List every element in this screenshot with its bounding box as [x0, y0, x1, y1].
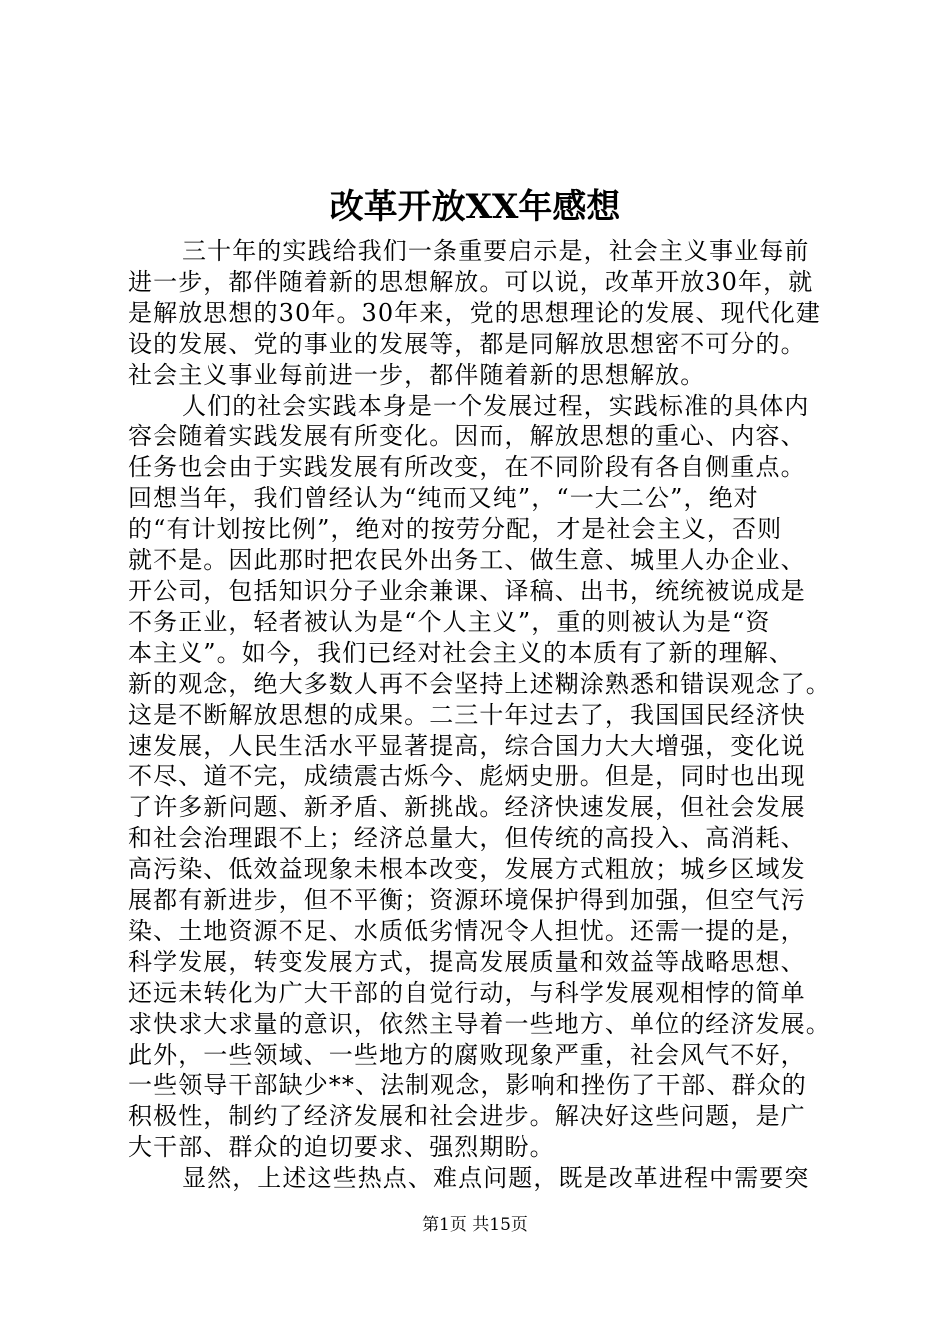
- text-line: 积极性，制约了经济发展和社会进步。解决好这些问题，是广: [128, 1102, 806, 1131]
- text-line: 展都有新进步，但不平衡；资源环境保护得到加强，但空气污: [128, 886, 806, 915]
- text-line: 一些领导干部缺少**、法制观念，影响和挫伤了干部、群众的: [128, 1071, 807, 1100]
- document-title: 改革开放XX年感想: [329, 187, 621, 227]
- text-line: 高污染、低效益现象未根本改变，发展方式粗放；城乡区域发: [128, 855, 806, 884]
- text-line: 本主义”。如今，我们已经对社会主义的本质有了新的理解、: [128, 638, 794, 667]
- text-line: 科学发展，转变发展方式，提高发展质量和效益等战略思想、: [128, 947, 806, 976]
- document-body: [128, 236, 848, 1194]
- text-line: 不尽、道不完，成绩震古烁今、彪炳史册。但是，同时也出现: [128, 762, 806, 791]
- text-line: 是解放思想的30年。30年来，党的思想理论的发展、现代化建: [128, 298, 821, 327]
- text-line: 回想当年，我们曾经认为“纯而又纯”，“一大二公”，绝对: [128, 484, 759, 513]
- text-line: 大干部、群众的迫切要求、强烈期盼。: [128, 1133, 555, 1162]
- text-line: 容会随着实践发展有所变化。因而，解放思想的重心、内容、: [128, 422, 806, 451]
- text-line: 和社会治理跟不上；经济总量大，但传统的高投入、高消耗、: [128, 824, 806, 853]
- text-line: 此外，一些领域、一些地方的腐败现象严重，社会风气不好，: [128, 1040, 806, 1069]
- text-line: 不务正业，轻者被认为是“个人主义”，重的则被认为是“资: [128, 607, 771, 636]
- text-line: 进一步，都伴随着新的思想解放。可以说，改革开放30年，就: [128, 267, 814, 296]
- text-line: 了许多新问题、新矛盾、新挑战。经济快速发展，但社会发展: [128, 793, 806, 822]
- text-line: 这是不断解放思想的成果。二三十年过去了，我国国民经济快: [128, 700, 806, 729]
- text-line: 人们的社会实践本身是一个发展过程，实践标准的具体内: [182, 391, 810, 420]
- text-line: 的“有计划按比例”，绝对的按劳分配，才是社会主义，否则: [128, 515, 783, 544]
- text-line: 速发展，人民生活水平显著提高，综合国力大大增强，变化说: [128, 731, 806, 760]
- text-line: 设的发展、党的事业的发展等，都是同解放思想密不可分的。: [128, 329, 806, 358]
- text-line: 就不是。因此那时把农民外出务工、做生意、城里人办企业、: [128, 546, 806, 575]
- paragraph: [128, 1163, 848, 1194]
- text-line: 还远未转化为广大干部的自觉行动，与科学发展观相悖的简单: [128, 978, 806, 1007]
- text-line: 求快求大求量的意识，依然主导着一些地方、单位的经济发展。: [128, 1009, 831, 1038]
- text-line: 任务也会由于实践发展有所改变，在不同阶段有各自侧重点。: [128, 453, 806, 482]
- text-line: 开公司，包括知识分子业余兼课、译稿、出书，统统被说成是: [128, 576, 806, 605]
- text-line: 染、土地资源不足、水质低劣情况令人担忧。还需一提的是，: [128, 916, 806, 945]
- text-line: 社会主义事业每前进一步，都伴随着新的思想解放。: [128, 360, 706, 389]
- text-line: 三十年的实践给我们一条重要启示是，社会主义事业每前: [182, 237, 810, 265]
- text-line: 显然，上述这些热点、难点问题，既是改革进程中需要突: [182, 1164, 810, 1193]
- paragraph: [128, 236, 848, 391]
- paragraph: [128, 391, 848, 1164]
- page-number: 第1页 共15页: [422, 1215, 528, 1235]
- text-line: 新的观念，绝大多数人再不会坚持上述糊涂熟悉和错误观念了。: [128, 669, 831, 698]
